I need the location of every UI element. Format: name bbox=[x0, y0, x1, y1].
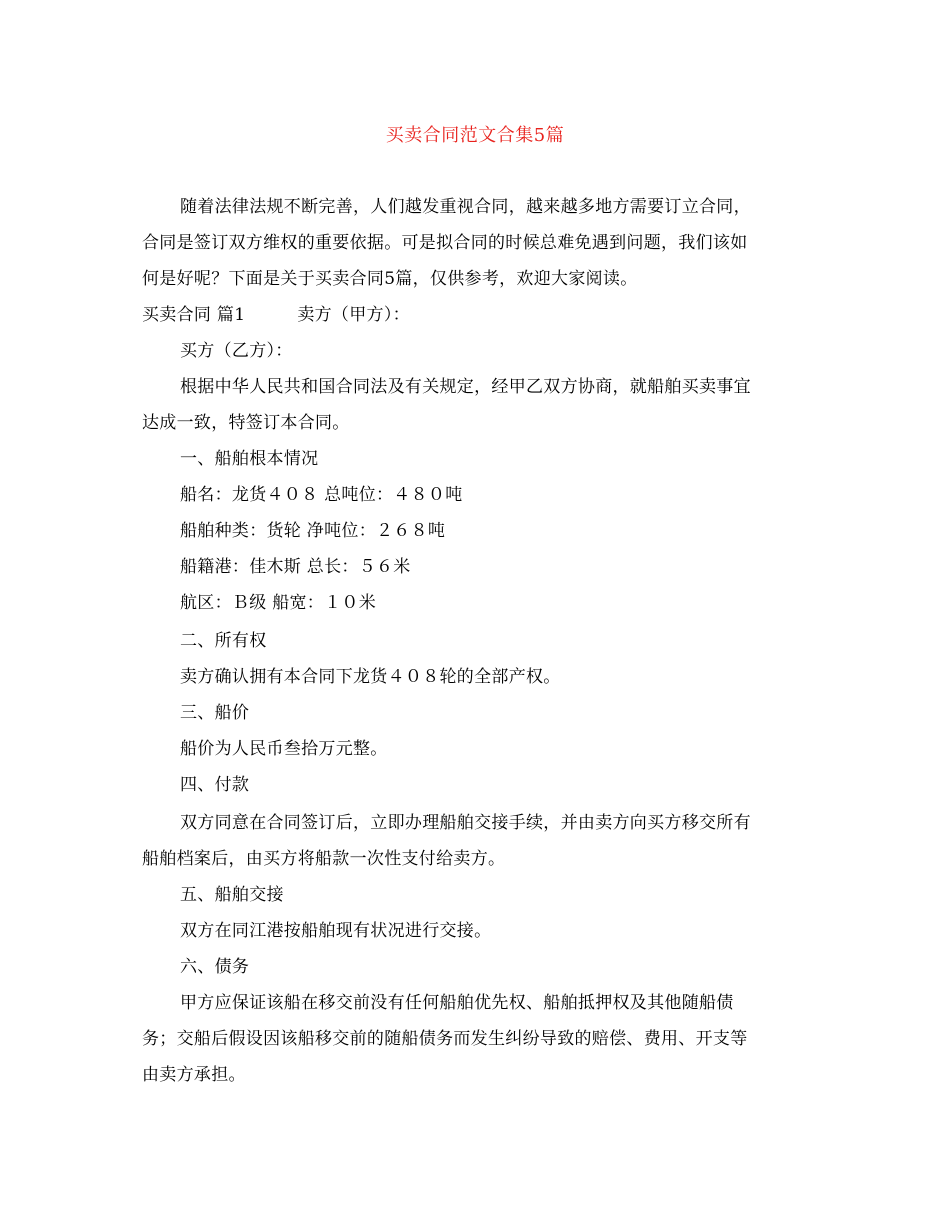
ship-name-line: 船名：龙货４０８ 总吨位：４８０吨 bbox=[180, 485, 463, 505]
section-1-heading: 一、船舶根本情况 bbox=[180, 449, 319, 469]
payment-line-1: 双方同意在合同签订后，立即办理船舶交接手续，并由卖方向买方移交所有 bbox=[180, 813, 751, 833]
debt-line-2: 务；交船后假设因该船移交前的随船债务而发生纠纷导致的赔偿、费用、开支等 bbox=[142, 1029, 748, 1049]
contract-heading bbox=[142, 302, 410, 328]
payment-line-2: 船舶档案后，由买方将船款一次性支付给卖方。 bbox=[142, 849, 506, 869]
intro-line-3: 何是好呢？下面是关于买卖合同5篇，仅供参考，欢迎大家阅读。 bbox=[142, 269, 638, 289]
document-title: 买卖合同范文合集5篇 bbox=[385, 125, 565, 146]
price-line: 船价为人民币叁拾万元整。 bbox=[180, 739, 388, 759]
handover-line: 双方在同江港按船舶现有状况进行交接。 bbox=[180, 921, 492, 941]
contract-heading-label: 买卖合同 篇1 bbox=[142, 305, 246, 325]
ship-type-line: 船舶种类：货轮 净吨位：２６８吨 bbox=[180, 521, 446, 541]
basis-line-2: 达成一致，特签订本合同。 bbox=[142, 413, 350, 433]
seller-label: 卖方（甲方）： bbox=[297, 305, 410, 325]
buyer-label: 买方（乙方）： bbox=[180, 341, 293, 361]
debt-line-1: 甲方应保证该船在移交前没有任何船舶优先权、船舶抵押权及其他随船债 bbox=[180, 993, 734, 1013]
section-3-heading: 三、船价 bbox=[180, 703, 250, 723]
section-5-heading: 五、船舶交接 bbox=[180, 885, 284, 905]
basis-line-1: 根据中华人民共和国合同法及有关规定，经甲乙双方协商，就船舶买卖事宜 bbox=[180, 377, 751, 397]
ownership-line: 卖方确认拥有本合同下龙货４０８轮的全部产权。 bbox=[180, 667, 561, 687]
ship-port-line: 船籍港：佳木斯 总长：５６米 bbox=[180, 557, 411, 577]
section-6-heading: 六、债务 bbox=[180, 957, 250, 977]
intro-line-1: 随着法律法规不断完善，人们越发重视合同，越来越多地方需要订立合同， bbox=[180, 197, 751, 217]
section-4-heading: 四、付款 bbox=[180, 775, 250, 795]
section-2-heading: 二、所有权 bbox=[180, 631, 267, 651]
ship-zone-line: 航区：Ｂ级 船宽：１０米 bbox=[180, 593, 377, 613]
debt-line-3: 由卖方承担。 bbox=[142, 1065, 246, 1085]
intro-line-2: 合同是签订双方维权的重要依据。可是拟合同的时候总难免遇到问题，我们该如 bbox=[142, 233, 748, 253]
